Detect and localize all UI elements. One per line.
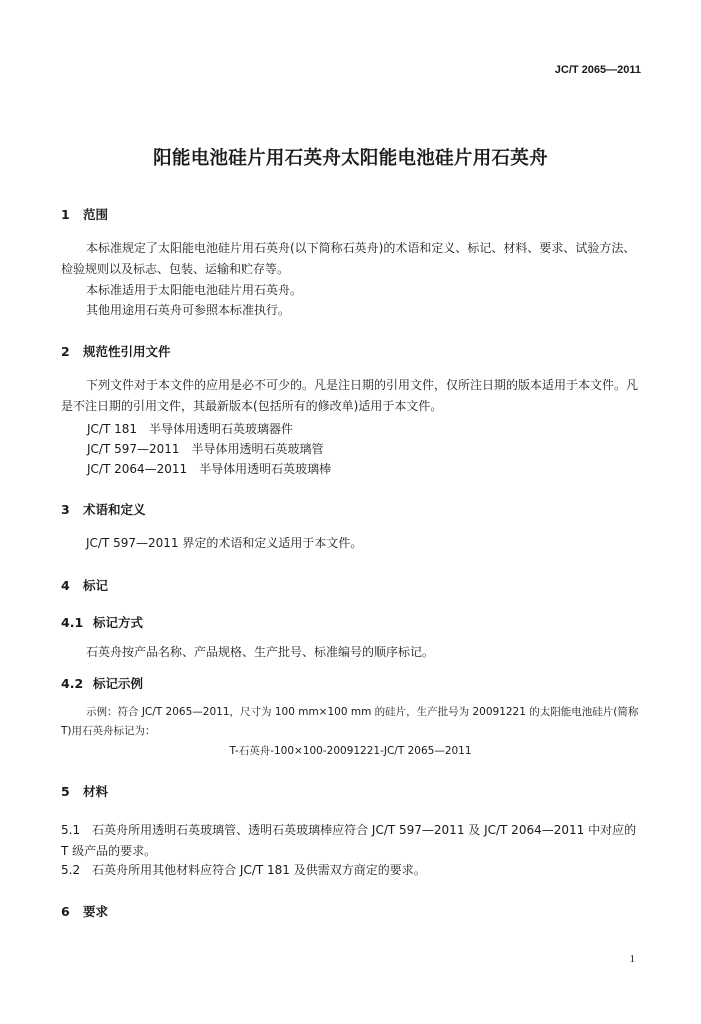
document-title: 阳能电池硅片用石英舟太阳能电池硅片用石英舟 (153, 148, 548, 169)
section-4-heading: 4 标记 (61, 578, 109, 593)
reference-item: JC/T 2064—2011 半导体用透明石英玻璃棒 (87, 462, 332, 476)
section-5-1-paragraph: 5.1 石英舟所用透明石英玻璃管、透明石英玻璃棒应符合 JC/T 597—2011 及 JC/T 2064—2011 中对应的 T 级产品的要求。 (61, 823, 637, 858)
marking-example: 示例：符合 JC/T 2065—2011，尺寸为 100 mm×100 mm 的硅片，生产批号为 20091221 的太阳能电池硅片(简称 T)用石英舟标记为： (61, 706, 639, 737)
page-number: 1 (629, 953, 635, 965)
section-5-heading: 5 材料 (61, 784, 109, 799)
section-5-2-paragraph: 5.2 石英舟所用其他材料应符合 JC/T 181 及供需双方商定的要求。 (61, 863, 426, 877)
reference-item: JC/T 597—2011 半导体用透明石英玻璃管 (87, 442, 324, 456)
reference-item: JC/T 181 半导体用透明石英玻璃器件 (87, 422, 294, 436)
section-1-heading: 1 范围 (61, 207, 109, 222)
subsection-4-2-heading: 4.2 标记示例 (61, 676, 144, 691)
section-3-paragraph: JC/T 597—2011 界定的术语和定义适用于本文件。 (86, 536, 363, 550)
subsection-4-1-heading: 4.1 标记方式 (61, 615, 144, 630)
subsection-4-1-paragraph: 石英舟按产品名称、产品规格、生产批号、标准编号的顺序标记。 (86, 645, 435, 659)
section-1-paragraph-3: 其他用途用石英舟可参照本标准执行。 (86, 303, 291, 317)
section-2-paragraph: 下列文件对于本文件的应用是必不可少的。凡是注日期的引用文件，仅所注日期的版本适用于本文件。凡是不注日期的引用文件，其最新版本(包括所有的修改单)适用于本文件。 (61, 378, 639, 413)
section-3-heading: 3 术语和定义 (61, 502, 146, 517)
section-6-heading: 6 要求 (61, 904, 109, 919)
standard-code: JC/T 2065—2011 (554, 64, 641, 76)
section-1-paragraph-1: 本标准规定了太阳能电池硅片用石英舟(以下简称石英舟)的术语和定义、标记、材料、要求、试验方法、检验规则以及标志、包装、运输和贮存等。 (61, 241, 636, 276)
marking-example-code: T-石英舟-100×100-20091221-JC/T 2065—2011 (229, 745, 472, 757)
section-1-paragraph-2: 本标准适用于太阳能电池硅片用石英舟。 (86, 283, 303, 297)
section-2-heading: 2 规范性引用文件 (61, 344, 171, 359)
